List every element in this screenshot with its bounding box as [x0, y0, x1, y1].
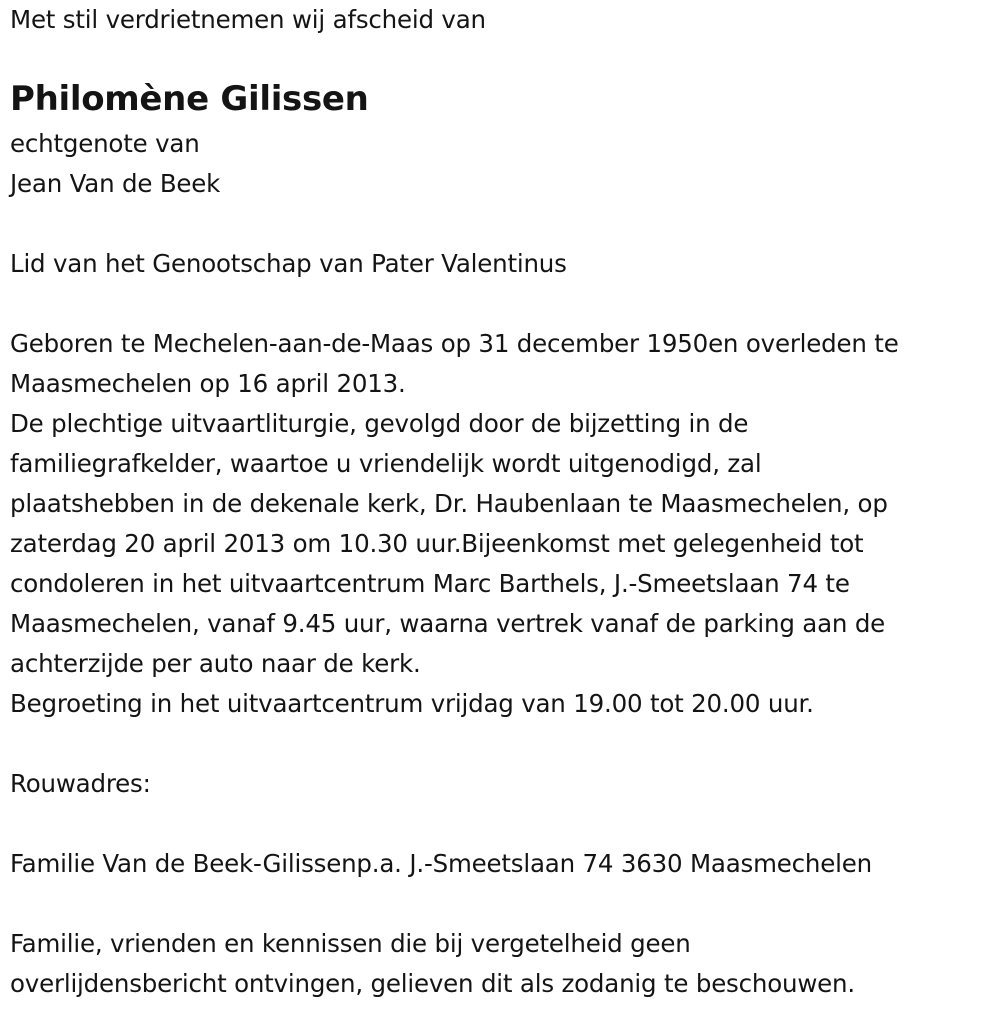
body-line: Maasmechelen op 16 april 2013. — [10, 369, 406, 398]
mourning-address: Familie Van de Beek-Gilissenp.a. J.-Smeetslaan 74 3630 Maasmechelen — [10, 849, 872, 878]
body-line: plaatshebben in de dekenale kerk, Dr. Haubenlaan te Maasmechelen, op — [10, 489, 888, 518]
closing-line: Familie, vrienden en kennissen die bij vergetelheid geen — [10, 929, 691, 958]
spacer — [10, 884, 995, 924]
spacer — [10, 284, 995, 324]
spouse-name: Jean Van de Beek — [10, 169, 221, 198]
body-line: Maasmechelen, vanaf 9.45 uur, waarna vertrek vanaf de parking aan de — [10, 609, 886, 638]
deceased-name: Philomène Gilissen — [10, 79, 369, 119]
closing-line: overlijdensbericht ontvingen, gelieven dit als zodanig te beschouwen. — [10, 969, 855, 998]
intro-text: Met stil verdrietnemen wij afscheid van — [10, 5, 486, 34]
spacer — [10, 724, 995, 764]
membership-text: Lid van het Genootschap van Pater Valentinus — [10, 249, 567, 278]
body-line: familiegrafkelder, waartoe u vriendelijk wordt uitgenodigd, zal — [10, 449, 762, 478]
body-line: Geboren te Mechelen-aan-de-Maas op 31 december 1950en overleden te — [10, 329, 899, 358]
body-line: De plechtige uitvaartliturgie, gevolgd door de bijzetting in de — [10, 409, 749, 438]
body-line: condoleren in het uitvaartcentrum Marc Barthels, J.-Smeetslaan 74 te — [10, 569, 850, 598]
death-notice — [10, 0, 995, 1004]
body-line: achterzijde per auto naar de kerk. — [10, 649, 421, 678]
body-line: zaterdag 20 april 2013 om 10.30 uur.Bijeenkomst met gelegenheid tot — [10, 529, 864, 558]
body-line: Begroeting in het uitvaartcentrum vrijdag van 19.00 tot 20.00 uur. — [10, 689, 814, 718]
spacer — [10, 804, 995, 844]
relation-text: echtgenote van — [10, 129, 200, 158]
spacer — [10, 204, 995, 244]
address-label: Rouwadres: — [10, 769, 151, 798]
